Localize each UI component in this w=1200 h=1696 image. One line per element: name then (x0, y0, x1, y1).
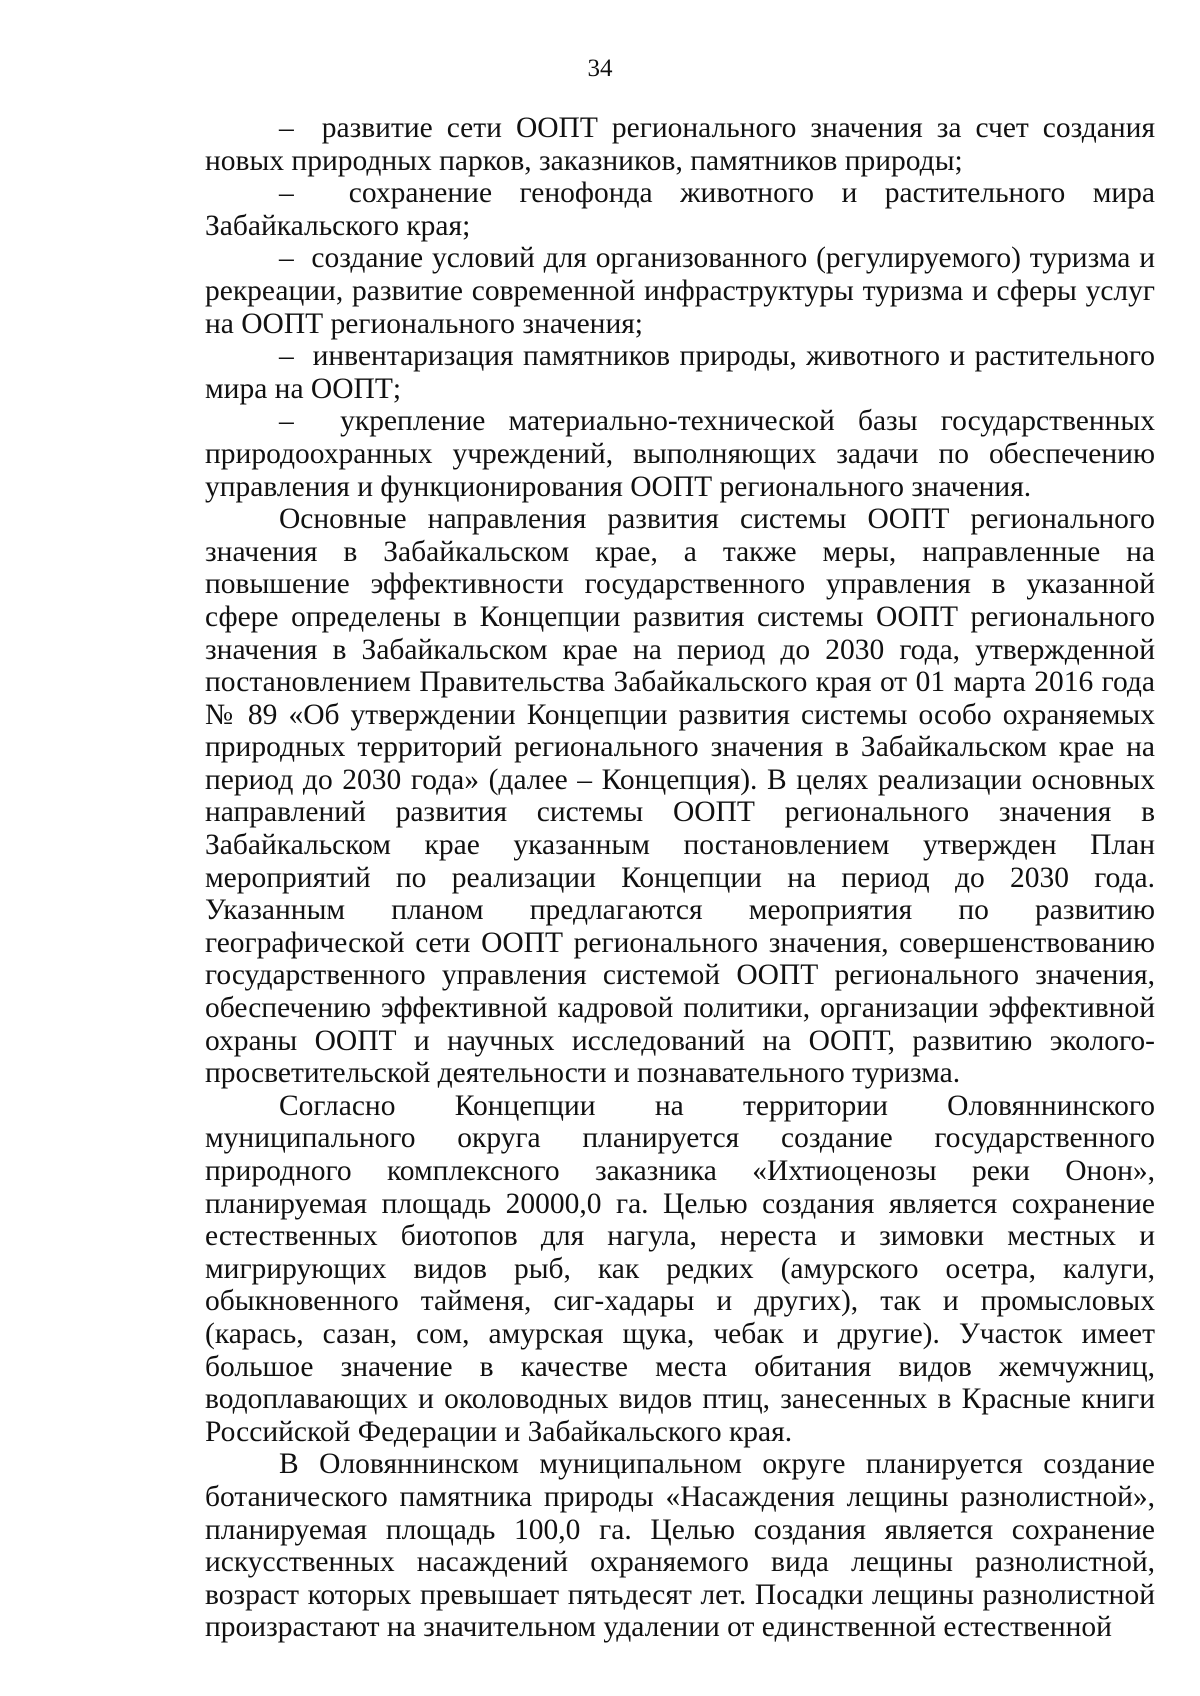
bullet-item: – инвентаризация памятников природы, животного и растительного мира на ООПТ; (205, 340, 1155, 405)
paragraph-concept: Основные направления развития системы ООПТ регионального значения в Забайкальском крае, а также меры, направленные на повышение эффективности государственного управления в указанной сфере определены в Концепции развития системы ООПТ регионального значения в Забайкальском крае на период до 2030 года, утвержденной постановлением Правительства Забайкальского края от 01 марта 2016 года № 89 «Об утверждении Концепции развития системы особо охраняемых природных территорий регионального значения в Забайкальском крае на период до 2030 года» (далее – Концепция). В целях реализации основных направлений развития системы ООПТ регионального значения в Забайкальском крае указанным постановлением утвержден План мероприятий по реализации Концепции на период до 2030 года. Указанным планом предлагаются мероприятия по развитию географической сети ООПТ регионального значения, совершенствованию государственного управления системой ООПТ регионального значения, обеспечению эффективной кадровой политики, организации эффективной охраны ООПТ и научных исследований на ООПТ, развитию эколого-просветительской деятельности и познавательного туризма. (205, 503, 1155, 1090)
bullet-item: – развитие сети ООПТ регионального значения за счет создания новых природных парков, заказников, памятников природы; (205, 112, 1155, 177)
bullet-item: – создание условий для организованного (регулируемого) туризма и рекреации, развитие современной инфраструктуры туризма и сферы услуг на ООПТ регионального значения; (205, 242, 1155, 340)
bullet-item: – укрепление материально-технической базы государственных природоохранных учреждений, выполняющих задачи по обеспечению управления и функционирования ООПТ регионального значения. (205, 405, 1155, 503)
paragraph-reserve: Согласно Концепции на территории Оловяннинского муниципального округа планируется создание государственного природного комплексного заказника «Ихтиоценозы реки Онон», планируемая площадь 20000,0 га. Целью создания является сохранение естественных биотопов для нагула, нереста и зимовки местных и мигрирующих видов рыб, как редких (амурского осетра, калуги, обыкновенного тайменя, сиг-хадары и других), так и промысловых (карась, сазан, сом, амурская щука, чебак и другие). Участок имеет большое значение в качестве места обитания видов жемчужниц, водоплавающих и околоводных видов птиц, занесенных в Красные книги Российской Федерации и Забайкальского края. (205, 1089, 1155, 1448)
bullet-item: – сохранение генофонда животного и растительного мира Забайкальского края; (205, 177, 1155, 242)
document-body (205, 112, 1155, 1644)
paragraph-monument: В Оловяннинском муниципальном округе планируется создание ботанического памятника природы «Насаждения лещины разнолистной», планируемая площадь 100,0 га. Целью создания является сохранение искусственных насаждений охраняемого вида лещины разнолистной, возраст которых превышает пятьдесят лет. Посадки лещины разнолистной произрастают на значительном удалении от единственной естественной (205, 1448, 1155, 1644)
page-number: 34 (587, 55, 613, 82)
